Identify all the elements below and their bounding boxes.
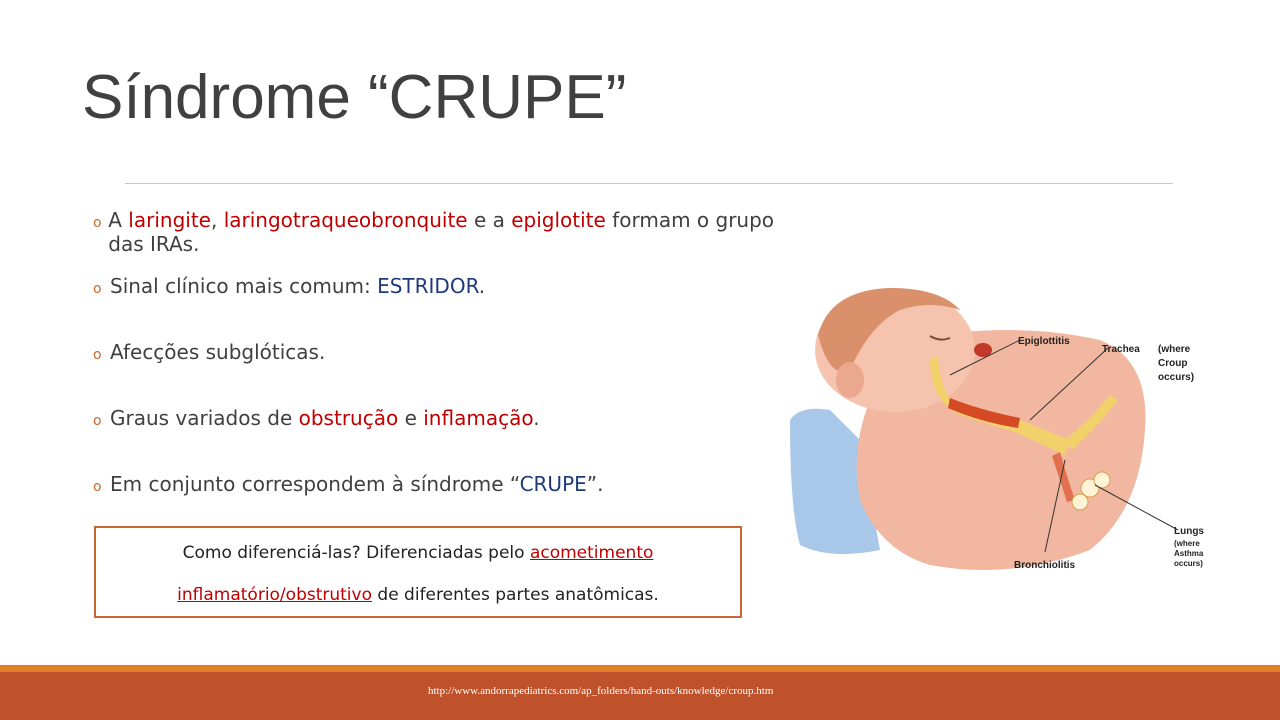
bullet-text-run: e a (467, 208, 512, 232)
bullet-text-run: formam o grupo das IRAs. (108, 208, 775, 256)
bullet-text-run: Sinal clínico mais comum: (110, 274, 378, 298)
bullet-text-run: ”. (586, 472, 604, 496)
bullet-item (93, 274, 793, 340)
baby-ear (836, 362, 864, 398)
label-lungs-note: Asthma (1174, 549, 1204, 558)
bullet-text-run: . (533, 406, 540, 430)
bullet-highlight-term: CRUPE (519, 472, 587, 496)
bullet-text (110, 340, 325, 364)
bullet-text-run: Graus variados de (110, 406, 299, 430)
label-trachea-note: occurs) (1158, 372, 1195, 383)
label-trachea-note: (where (1158, 344, 1191, 355)
bullet-text-run: . (478, 274, 486, 298)
bullet-text (110, 274, 485, 298)
bullet-text (110, 472, 603, 496)
footer-accent-bar (0, 665, 1280, 672)
bullet-highlight-term: ESTRIDOR (377, 274, 479, 298)
bullet-highlight-term: inflamação (423, 406, 534, 430)
label-epiglottis: Epiglottitis (1018, 336, 1070, 347)
croup-anatomy-illustration (790, 280, 1230, 580)
callout-link-inflamatorio[interactable]: inflamatório/obstrutivo (177, 585, 372, 605)
bullet-marker-icon: o (93, 347, 102, 363)
callout-line-2 (96, 574, 740, 616)
bullet-marker-icon: o (93, 479, 102, 495)
bullet-highlight-term: obstrução (298, 406, 399, 430)
bullet-item (93, 340, 793, 406)
callout-text: Como diferenciá-las? Diferenciadas pelo (182, 543, 530, 563)
label-bronchiolitis: Bronchiolitis (1014, 560, 1076, 571)
callout-box (94, 526, 742, 618)
source-url-link[interactable]: http://www.andorrapediatrics.com/ap_folders/hand-outs/knowledge/croup.htm (428, 685, 774, 697)
bullet-text (110, 406, 540, 430)
bullet-highlight-term: laringotraqueobronquite (223, 208, 468, 232)
bullet-text-run: e (398, 406, 424, 430)
bullet-marker-icon: o (93, 215, 102, 231)
alveoli (1072, 494, 1088, 510)
label-lungs-note: occurs) (1174, 559, 1203, 568)
callout-text: de diferentes partes anatômicas. (372, 585, 659, 605)
bullet-item (93, 208, 793, 274)
label-trachea-note: Croup (1158, 358, 1188, 369)
bullet-marker-icon: o (93, 281, 102, 297)
bullet-highlight-term: laringite (128, 208, 211, 232)
callout-line-1 (96, 532, 740, 574)
label-lungs-note: (where (1174, 539, 1200, 548)
title-divider (125, 183, 1173, 184)
bullet-text-run: Em conjunto correspondem à síndrome “ (110, 472, 520, 496)
bullet-item (93, 406, 793, 472)
slide-title: Síndrome “CRUPE” (82, 63, 627, 132)
bullet-list (93, 208, 793, 538)
bullet-highlight-term: epiglotite (511, 208, 606, 232)
bullet-text-run: Afecções subglóticas. (110, 340, 326, 364)
bullet-text-run: A (108, 208, 129, 232)
label-trachea: Trachea (1102, 344, 1140, 355)
callout-link-acometimento[interactable]: acometimento (529, 543, 654, 563)
bullet-text (108, 208, 793, 256)
bullet-text-run: , (210, 208, 224, 232)
bullet-marker-icon: o (93, 413, 102, 429)
label-lungs: Lungs (1174, 526, 1204, 537)
